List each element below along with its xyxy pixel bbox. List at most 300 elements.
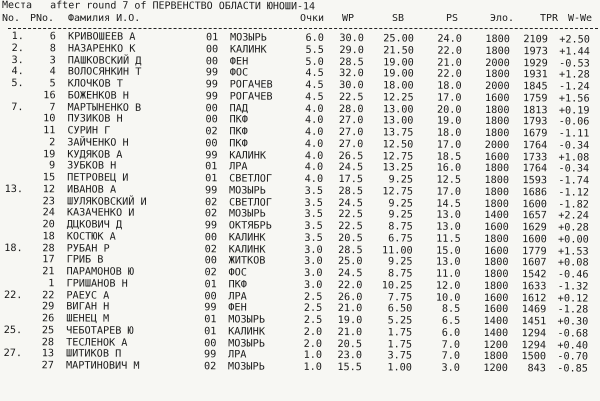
elo-cell: 1400	[483, 315, 509, 328]
elo-cell: 1400	[483, 327, 509, 339]
wp-cell: 24.5	[337, 268, 363, 280]
place-cell: 7.	[11, 101, 24, 113]
ps-cell: 6.5	[441, 315, 461, 327]
points-cell: 4.0	[304, 150, 324, 162]
elo-cell: 1600	[483, 304, 509, 316]
club-cell: СВЕТЛОГ	[229, 173, 273, 185]
pno-cell: 21	[42, 266, 55, 278]
pno-cell: 6	[49, 31, 56, 43]
points-cell: 1.0	[303, 350, 323, 362]
elo-cell: 1800	[484, 174, 510, 187]
elo-cell: 1800	[484, 127, 510, 140]
pno-cell: 20	[42, 219, 55, 231]
elo-cell: 2000	[484, 139, 510, 151]
wp-cell: 28.5	[338, 185, 364, 197]
tpr-cell: 1612	[521, 292, 547, 304]
wp-cell: 27.0	[338, 115, 364, 127]
name-cell: МАРТЫНЕНКО В	[67, 101, 142, 114]
tpr-cell: 1451	[521, 316, 547, 328]
pno-cell: 15	[42, 172, 56, 184]
elo-cell: 1800	[484, 163, 510, 175]
sb-cell: 18.00	[382, 80, 414, 92]
name-cell: КЛОЧКОВ Т	[67, 78, 123, 90]
wp-cell: 30.0	[339, 80, 364, 92]
w-we-cell: +0.00	[558, 234, 589, 246]
name-cell: ИВАНОВ А	[66, 184, 117, 196]
tpr-cell: 843	[527, 363, 546, 375]
wp-cell: 22.5	[339, 91, 364, 103]
club-cell: МОЗЫРЬ	[228, 208, 266, 220]
pno-cell: 28	[41, 336, 55, 348]
club-cell: КАЛИНК	[228, 243, 266, 256]
points-cell: 2.5	[303, 314, 323, 326]
ps-cell: 22.0	[437, 68, 462, 81]
wp-cell: 19.0	[337, 315, 363, 327]
name-cell: ВИГАН Н	[66, 301, 110, 313]
points-cell: 2.5	[303, 291, 323, 303]
year-cell: 00	[204, 337, 217, 349]
header-elo: Эло.	[490, 13, 515, 24]
header-ps: PS	[446, 13, 459, 24]
points-cell: 3.0	[304, 279, 323, 291]
elo-cell: 1600	[485, 92, 510, 104]
place-cell: 18.	[4, 242, 23, 254]
pno-cell: 28	[42, 242, 55, 254]
elo-cell: 1600	[484, 151, 510, 163]
elo-cell: 1800	[483, 280, 509, 292]
name-cell: КОСТЮК А	[66, 231, 116, 243]
w-we-cell: +0.30	[557, 316, 589, 328]
elo-cell: 2000	[485, 57, 510, 69]
name-cell: ГРИБ В	[66, 254, 104, 266]
ps-cell: 18.0	[437, 80, 462, 92]
pno-cell: 23	[42, 195, 55, 207]
sb-cell: 6.50	[387, 303, 413, 315]
ps-cell: 7.0	[441, 339, 461, 351]
club-cell: ПКФ	[229, 114, 248, 126]
sb-cell: 13.75	[382, 127, 414, 139]
column-header-row	[2, 13, 600, 25]
club-cell: ЛРА	[228, 290, 247, 303]
year-cell: 99	[204, 184, 218, 197]
name-cell: СУРИН Г	[67, 125, 111, 137]
year-cell: 01	[204, 278, 217, 291]
points-cell: 3.5	[304, 185, 324, 197]
w-we-cell: -0.34	[558, 163, 590, 175]
name-cell: ПАШКОВСКИЙ Д	[67, 54, 142, 67]
place-cell: 22.	[3, 289, 23, 301]
pno-cell: 25	[41, 324, 55, 337]
points-cell: 3.5	[304, 197, 323, 209]
sb-cell: 12.75	[382, 150, 414, 163]
sb-cell: 25.00	[383, 33, 414, 45]
pno-cell: 9	[49, 160, 56, 172]
club-cell: СВЕТЛОГ	[228, 196, 272, 209]
name-cell: ТЕСЛЕНОК А	[66, 336, 128, 349]
tpr-cell: 1629	[522, 222, 547, 234]
sb-cell: 1.00	[387, 362, 412, 374]
points-cell: 4.0	[304, 162, 324, 174]
year-cell: 00	[204, 290, 217, 302]
name-cell: БОЖЕНКОВ Н	[67, 90, 129, 102]
place-cell: 13.	[4, 183, 24, 195]
ps-cell: 24.0	[437, 33, 462, 45]
w-we-cell: -1.28	[557, 304, 589, 316]
year-cell: 02	[204, 208, 218, 220]
tpr-cell: 1929	[523, 57, 548, 69]
ps-cell: 22.0	[437, 45, 462, 57]
ps-cell: 15.0	[436, 245, 461, 257]
wp-cell: 30.0	[339, 33, 364, 45]
w-we-cell: -0.06	[558, 116, 590, 128]
w-we-cell: -0.70	[557, 351, 589, 363]
wp-cell: 28.0	[338, 103, 364, 115]
pno-cell: 5	[49, 78, 56, 90]
pno-cell: 2	[49, 137, 56, 149]
year-cell: 01	[204, 325, 217, 338]
sb-cell: 1.75	[387, 338, 413, 351]
year-cell: 99	[204, 302, 217, 314]
elo-cell: 1800	[483, 351, 509, 363]
points-cell: 3.5	[304, 232, 323, 244]
tpr-cell: 1764	[522, 163, 548, 175]
sb-cell: 1.75	[387, 327, 413, 339]
elo-cell: 1800	[484, 116, 510, 128]
w-we-cell: -1.11	[558, 128, 590, 140]
sb-cell: 7.75	[387, 291, 413, 304]
elo-cell: 1800	[484, 198, 509, 210]
club-cell: ФЕН	[228, 302, 247, 314]
points-cell: 4.0	[304, 126, 324, 138]
ps-cell: 13.0	[436, 209, 461, 222]
points-cell: 4.0	[305, 103, 324, 115]
club-cell: КАЛИНК	[228, 326, 266, 338]
w-we-cell: +0.08	[557, 257, 589, 269]
place-cell: 25.	[3, 324, 23, 336]
name-cell: ПЕТРОВЕЦ И	[67, 172, 129, 184]
tpr-cell: 1600	[522, 198, 547, 210]
club-cell: ФОС	[229, 67, 249, 79]
name-cell: ЗАЙЧЕНКО Н	[67, 137, 129, 149]
elo-cell: 1800	[484, 233, 509, 245]
pno-cell: 26	[41, 313, 55, 325]
club-cell: РОГАЧЕВ	[229, 79, 273, 91]
wp-cell: 28.5	[339, 56, 364, 68]
ps-cell: 11.5	[436, 233, 461, 245]
pno-cell: 10	[43, 113, 56, 125]
sb-cell: 5.25	[387, 315, 413, 327]
elo-cell: 1800	[483, 268, 509, 281]
w-we-cell: +0.12	[557, 292, 589, 305]
club-cell: МОЗЫРЬ	[229, 32, 267, 44]
sb-cell: 12.75	[382, 186, 414, 198]
ps-cell: 10.0	[435, 292, 461, 304]
club-cell: ОКТЯБРЬ	[228, 220, 272, 232]
name-cell: ШУЛЯКОВСКИЙ И	[66, 195, 147, 208]
ps-cell: 12.0	[435, 280, 461, 292]
sb-cell: 10.25	[381, 280, 413, 292]
w-we-cell: +0.40	[557, 339, 589, 352]
year-cell: 99	[205, 149, 218, 161]
points-cell: 4.0	[304, 173, 324, 185]
year-cell: 00	[205, 43, 219, 56]
points-cell: 4.0	[305, 115, 324, 127]
points-cell: 2.0	[303, 338, 323, 350]
wp-cell: 24.5	[338, 197, 363, 209]
name-cell: ВОЛОСЯНКИН Т	[67, 66, 142, 79]
elo-cell: 1800	[484, 104, 510, 116]
club-cell: ЛРА	[229, 161, 248, 173]
club-cell: ФОС	[228, 267, 247, 279]
sb-cell: 13.00	[382, 103, 414, 116]
wp-cell: 32.0	[339, 68, 364, 80]
tpr-cell: 1931	[523, 69, 548, 81]
ps-cell: 8.5	[441, 303, 461, 316]
place-cell: 3.	[11, 54, 24, 66]
name-cell: КУДЯКОВ А	[67, 148, 123, 161]
year-cell: 99	[205, 79, 218, 91]
w-we-cell: -0.53	[559, 57, 590, 70]
club-cell: КАЛИНК	[229, 44, 267, 56]
tpr-cell: 1779	[522, 245, 547, 257]
name-cell: КАЗАЧЕНКО И	[66, 207, 135, 220]
pno-cell: 12	[42, 184, 56, 196]
elo-cell: 1200	[483, 339, 509, 351]
place-cell: 2.	[11, 42, 24, 54]
sb-cell: 9.25	[388, 174, 414, 186]
points-cell: 3.0	[304, 267, 323, 279]
ps-cell: 17.0	[436, 186, 462, 198]
tpr-cell: 1679	[522, 128, 548, 140]
year-cell: 01	[204, 314, 217, 326]
ps-cell: 11.0	[435, 268, 461, 280]
points-cell: 5.5	[305, 44, 324, 56]
ps-cell: 20.0	[436, 104, 462, 116]
wp-cell: 25.0	[338, 256, 363, 268]
w-we-cell: -0.46	[557, 269, 589, 281]
points-cell: 2.5	[303, 303, 323, 315]
w-we-cell: +2.50	[559, 34, 590, 46]
page-title: Места after round 7 of ПЕРВЕНСТВО ОБЛАСТИ ЮНОШИ-14	[1, 0, 316, 13]
wp-cell: 29.0	[339, 44, 364, 56]
year-cell: 02	[205, 126, 218, 138]
sb-cell: 8.75	[388, 221, 413, 233]
tpr-cell: 1633	[521, 280, 547, 293]
tpr-cell: 2109	[523, 34, 548, 46]
name-cell: ПАРАМОНОВ Ю	[66, 266, 135, 278]
points-cell: 4.5	[305, 79, 324, 91]
pno-cell: 24	[42, 207, 55, 219]
year-cell: 99	[203, 349, 217, 361]
pno-cell: 16	[43, 90, 56, 102]
club-cell: ПАД	[229, 102, 248, 115]
header-tpr: TPR	[540, 13, 559, 24]
w-we-cell: -0.85	[557, 363, 588, 375]
place-cell: 5.	[11, 78, 24, 90]
ps-cell: 16.0	[436, 162, 462, 175]
wp-cell: 27.0	[338, 127, 364, 139]
ps-cell: 19.0	[436, 115, 462, 128]
pno-cell: 29	[41, 301, 55, 313]
tpr-cell: 1294	[521, 327, 547, 340]
w-we-cell: +1.44	[559, 46, 590, 58]
table-row	[0, 360, 598, 375]
header-divider	[8, 28, 598, 29]
sb-cell: 21.50	[383, 45, 414, 57]
club-cell: МОЗЫРЬ	[227, 361, 265, 373]
elo-cell: 1200	[483, 362, 508, 375]
club-cell: МОЗЫРЬ	[228, 337, 265, 350]
club-cell: КАЛИНК	[229, 149, 267, 162]
tpr-cell: 1764	[522, 139, 548, 152]
tpr-cell: 1657	[522, 210, 547, 222]
w-we-cell: +1.28	[559, 69, 590, 81]
tpr-cell: 1500	[521, 351, 547, 363]
pno-cell: 7	[49, 101, 56, 113]
ps-cell: 13.0	[436, 221, 461, 233]
place-cell: 4.	[11, 66, 24, 78]
club-cell: КАЛИНК	[228, 232, 266, 244]
tpr-cell: 1607	[522, 257, 547, 269]
points-cell: 2.0	[303, 326, 323, 338]
tpr-cell: 1542	[521, 269, 547, 281]
tpr-cell: 1973	[523, 45, 548, 58]
ps-cell: 13.0	[436, 256, 461, 269]
tpr-cell: 1469	[521, 304, 547, 316]
tpr-cell: 1686	[522, 186, 548, 199]
points-cell: 5.0	[305, 56, 324, 68]
elo-cell: 1800	[484, 186, 510, 198]
points-cell: 6.0	[305, 32, 324, 44]
sb-cell: 12.50	[382, 139, 414, 151]
tpr-cell: 1294	[521, 339, 547, 351]
year-cell: 02	[204, 243, 217, 255]
name-cell: РУБАН Р	[66, 242, 110, 255]
pno-cell: 27	[41, 360, 54, 372]
tpr-cell: 1733	[522, 151, 548, 163]
name-cell: ЗУБКОВ Н	[67, 160, 117, 172]
wp-cell: 21.0	[337, 303, 363, 315]
sb-cell: 9.25	[388, 197, 413, 210]
header-no: No.	[2, 13, 21, 24]
elo-cell: 1800	[485, 45, 510, 57]
club-cell: ПКФ	[229, 126, 248, 138]
name-cell: МАРТИНОВИЧ М	[65, 360, 140, 372]
sb-cell: 3.75	[387, 350, 413, 362]
ps-cell: 18.0	[436, 127, 462, 139]
elo-cell: 1800	[485, 69, 510, 81]
sb-cell: 9.25	[388, 209, 413, 221]
elo-cell: 1800	[484, 257, 509, 269]
wp-cell: 23.0	[337, 350, 363, 362]
year-cell: 99	[204, 220, 218, 232]
header-points: Очки	[300, 13, 325, 24]
year-cell: 99	[205, 90, 218, 103]
points-cell: 4.0	[304, 138, 324, 150]
points-cell: 3.0	[304, 256, 323, 268]
elo-cell: 2000	[485, 80, 510, 93]
points-cell: 4.5	[305, 91, 324, 103]
club-cell: ПКФ	[228, 279, 247, 291]
w-we-cell: +2.24	[558, 210, 589, 222]
ps-cell: 12.5	[436, 174, 462, 186]
w-we-cell: +0.28	[558, 222, 589, 234]
name-cell: КРИВОШЕЕВ А	[67, 31, 136, 43]
name-cell: РАЕУС А	[66, 289, 110, 302]
name-cell: ШЕНЕЦ М	[66, 313, 110, 325]
sb-cell: 13.25	[382, 162, 414, 174]
year-cell: 01	[205, 161, 218, 173]
tpr-cell: 1759	[523, 92, 548, 105]
ps-cell: 17.0	[436, 139, 462, 151]
wp-cell: 22.0	[337, 279, 363, 291]
elo-cell: 1600	[484, 221, 509, 234]
points-cell: 1.0	[303, 361, 322, 373]
year-cell: 00	[204, 255, 217, 267]
year-cell: 99	[205, 67, 219, 79]
wp-cell: 27.0	[338, 138, 364, 150]
pno-cell: 11	[43, 125, 56, 137]
elo-cell: 1800	[485, 33, 510, 46]
wp-cell: 28.5	[338, 244, 363, 256]
wp-cell: 22.5	[338, 221, 363, 233]
tpr-cell: 1813	[522, 104, 548, 116]
year-cell: 02	[203, 361, 217, 373]
year-cell: 02	[204, 267, 217, 279]
standings-table	[0, 31, 600, 375]
year-cell: 01	[205, 32, 219, 44]
w-we-cell: -1.32	[557, 281, 589, 293]
ps-cell: 3.0	[441, 362, 460, 374]
sb-cell: 19.00	[383, 68, 414, 80]
year-cell: 00	[205, 55, 219, 67]
ps-cell: 7.0	[441, 350, 461, 363]
sb-cell: 6.75	[388, 233, 413, 245]
tpr-cell: 1845	[523, 81, 548, 93]
pno-cell: 8	[49, 43, 56, 55]
name-cell: ЧЕБОТАРЕВ Ю	[66, 325, 134, 337]
year-cell: 01	[205, 173, 218, 185]
name-cell: ШИТИКОВ П	[65, 348, 122, 360]
pno-cell: 18	[42, 231, 55, 243]
club-cell: ПКФ	[229, 138, 248, 150]
wp-cell: 15.5	[337, 362, 362, 374]
ps-cell: 6.0	[441, 327, 461, 339]
tpr-cell: 1593	[522, 175, 548, 187]
wp-cell: 20.5	[338, 232, 363, 244]
w-we-cell: +1.08	[558, 151, 590, 164]
pno-cell: 3	[49, 54, 56, 66]
pno-cell: 13	[41, 348, 55, 360]
w-we-cell: -1.12	[558, 187, 590, 199]
pno-cell: 19	[42, 148, 56, 160]
header-name: Фамилия И.О.	[68, 13, 141, 24]
wp-cell: 26.0	[337, 291, 363, 303]
ps-cell: 14.5	[436, 198, 461, 210]
wp-cell: 24.5	[338, 162, 364, 174]
club-cell: ЖИТКОВ	[228, 255, 266, 267]
place-cell: 1.	[11, 31, 24, 43]
sb-cell: 19.00	[383, 56, 414, 69]
place-cell: 27.	[3, 348, 23, 360]
year-cell: 00	[204, 231, 218, 244]
w-we-cell: -1.74	[558, 175, 590, 187]
name-cell: НАЗАРЕНКО К	[67, 43, 136, 55]
year-cell: 02	[204, 196, 218, 208]
sb-cell: 8.75	[387, 268, 413, 280]
header-sb: SB	[392, 13, 405, 24]
header-w-we: W-We	[568, 13, 593, 24]
